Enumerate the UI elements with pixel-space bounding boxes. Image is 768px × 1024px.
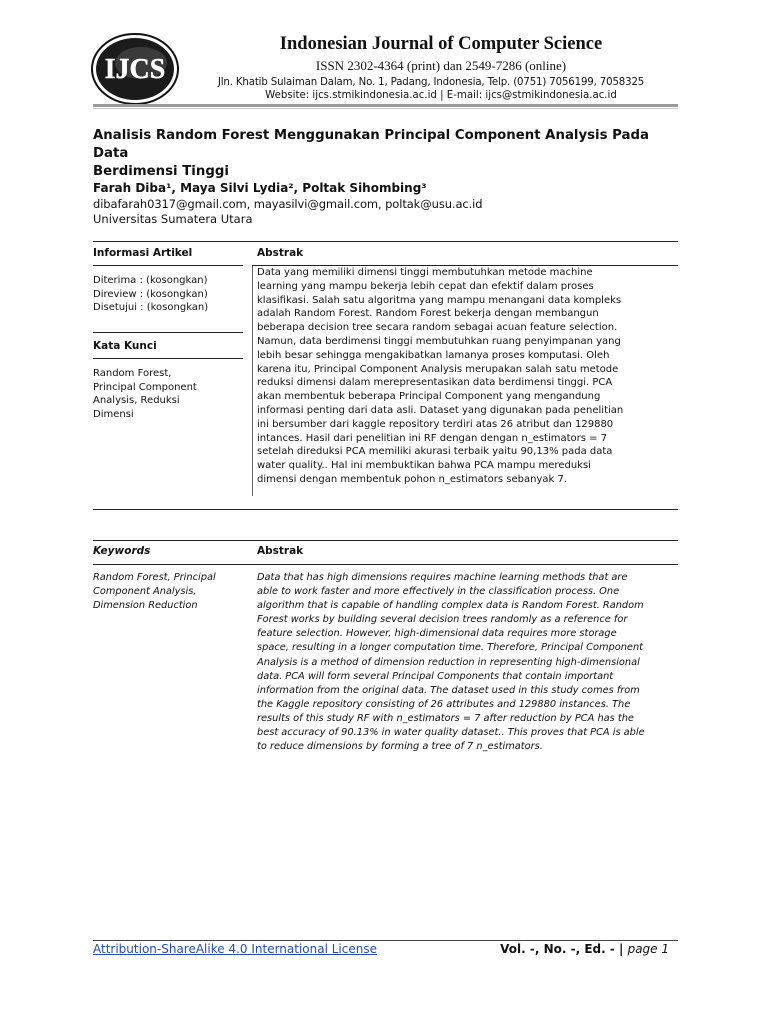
keyword-line: Dimensi [93, 409, 134, 421]
journal-logo [91, 33, 179, 105]
abstract-heading-id: Abstrak [257, 247, 304, 259]
abstract-line: klasifikasi. Salah satu algoritma yang mampu menangani data kompleks [257, 294, 622, 306]
volume-text: Vol. -, No. -, Ed. - | [500, 942, 624, 956]
abstract-line: Analysis is a method of dimension reduction in representing high-dimensional [257, 656, 640, 668]
journal-logo-icon [91, 33, 179, 105]
paper-title-line-2: Berdimensi Tinggi [93, 164, 229, 179]
received-date: Diterima : (kosongkan) [93, 275, 208, 286]
keywords-heading-id: Kata Kunci [93, 340, 157, 352]
keywords-rule-bottom [93, 358, 243, 359]
keyword-line: Dimension Reduction [93, 600, 198, 612]
journal-website: Website: ijcs.stmikindonesia.ac.id | E-mail: ijcs@stmikindonesia.ac.id [265, 90, 617, 101]
abstract-line: best accuracy of 90.13% in water quality dataset.. This proves that PCA is able [257, 727, 645, 739]
abstract-line: results of this study RF with n_estimators = 7 after reduction by PCA has the [257, 712, 634, 724]
abstract-line: setelah direduksi PCA memiliki akurasi terbaik yaitu 90,13% pada data [257, 446, 613, 458]
reviewed-date: Direview : (kosongkan) [93, 289, 208, 300]
article-info-heading: Informasi Artikel [93, 247, 193, 259]
abstract-line: Forest works by building several decision trees randomly as a reference for [257, 614, 628, 626]
abstract-line: information from the original data. The dataset used in this study comes from [257, 684, 640, 696]
header-rule-thin [93, 108, 678, 109]
abstract-heading-en: Abstrak [257, 545, 304, 557]
abstract-text-en [257, 571, 678, 754]
keywords-heading-en: Keywords [93, 545, 151, 557]
abstract-line: ini bersumber dari kaggle repository terdiri atas 26 atribut dan 129880 [257, 418, 614, 430]
journal-address: Jln. Khatib Sulaiman Dalam, No. 1, Padang, Indonesia, Telp. (0751) 7056199, 7058325 [217, 77, 645, 88]
abstract-line: data. PCA will form several Principal Components that contain important [257, 670, 614, 682]
keyword-line: Component Analysis, [93, 586, 197, 598]
abstract-line: Data yang memiliki dimensi tinggi membutuhkan metode machine [257, 267, 593, 278]
abstract-line: intances. Hasil dari penelitian ini RF dengan dengan n_estimators = 7 [257, 432, 608, 444]
abstract-line: informasi penting dari data asli. Dataset yang digunakan pada penelitian [257, 404, 624, 416]
abstract-line: space, resulting in a longer computation time. Therefore, Principal Component [257, 642, 643, 654]
author-list: Farah Diba¹, Maya Silvi Lydia², Poltak Sihombing³ [93, 181, 427, 195]
volume-info [500, 942, 669, 956]
abstract-line: reduksi dimensi dalam merepresentasikan data berdimensi tinggi. PCA [257, 377, 613, 389]
header-rule [93, 104, 678, 107]
abstract-line: lebih besar sehingga mengakibatkan lamanya proses komputasi. Oleh [257, 349, 610, 361]
issn-line: ISSN 2302-4364 (print) dan 2549-7286 (online) [315, 58, 567, 73]
abstract-line: algorithm that is capable of handling complex data is Random Forest. Random [257, 600, 644, 612]
abstract-line: karena itu, Principal Component Analysis merupakan salah satu metode [257, 363, 619, 375]
keyword-line: Random Forest, Principal [93, 572, 216, 583]
abstract-line: water quality.. Hal ini membuktikan bahwa PCA mampu mereduksi [257, 460, 591, 472]
abstract-line: able to work faster and more effectively in the classification process. One [257, 586, 620, 598]
en-table-rule-top [93, 540, 678, 541]
journal-title: Indonesian Journal of Computer Science [279, 34, 603, 54]
paper-title-line-1: Analisis Random Forest Menggunakan Principal Component Analysis Pada Data [93, 128, 650, 161]
abstract-line: akan membentuk beberapa Principal Component yang mengandung [257, 391, 601, 403]
license-link[interactable]: Attribution-ShareAlike 4.0 International License [93, 942, 377, 956]
abstract-line: learning yang mampu bekerja lebih cepat dan efektif dalam proses [257, 280, 594, 292]
masthead [186, 34, 676, 101]
paper-title [93, 127, 673, 181]
en-heading-rule [93, 564, 678, 565]
footer-rule [93, 940, 678, 941]
page-number: page 1 [627, 942, 669, 956]
abstract-line: Namun, data berdimensi tinggi membutuhkan ruang penyimpanan yang [257, 335, 621, 347]
table-rule-top [93, 241, 678, 242]
abstract-line: to reduce dimensions by forming a tree of 7 n_estimators. [257, 741, 543, 753]
abstract-line: feature selection. However, high-dimensional data requires more storage [257, 628, 617, 640]
author-emails: dibafarah0317@gmail.com, mayasilvi@gmail.com, poltak@usu.ac.id [93, 197, 483, 211]
logo-text: IJCS [104, 54, 166, 85]
table-rule-bottom [93, 509, 678, 510]
abstract-text-id [257, 266, 666, 487]
abstract-line: beberapa decision tree secara random sebagai acuan feature selection. [257, 322, 618, 334]
affiliation: Universitas Sumatera Utara [93, 212, 253, 226]
keyword-line: Random Forest, [93, 368, 172, 379]
abstract-line: dimensi dengan membentuk pohon n_estimators sebanyak 7. [257, 473, 568, 485]
approved-date: Disetujui : (kosongkan) [93, 302, 209, 313]
abstract-line: adalah Random Forest. Random Forest bekerja dengan membangun [257, 308, 599, 320]
abstract-line: the Kaggle repository consisting of 26 attributes and 129880 instances. The [257, 698, 631, 710]
info-heading-rule [93, 265, 243, 266]
keyword-line: Analysis, Reduksi [93, 395, 180, 407]
keywords-rule-top [93, 332, 243, 333]
abstract-line: Data that has high dimensions requires machine learning methods that are [257, 572, 628, 583]
keyword-line: Principal Component [93, 381, 197, 393]
keywords-list-id [93, 367, 243, 422]
keywords-list-en [93, 571, 243, 613]
